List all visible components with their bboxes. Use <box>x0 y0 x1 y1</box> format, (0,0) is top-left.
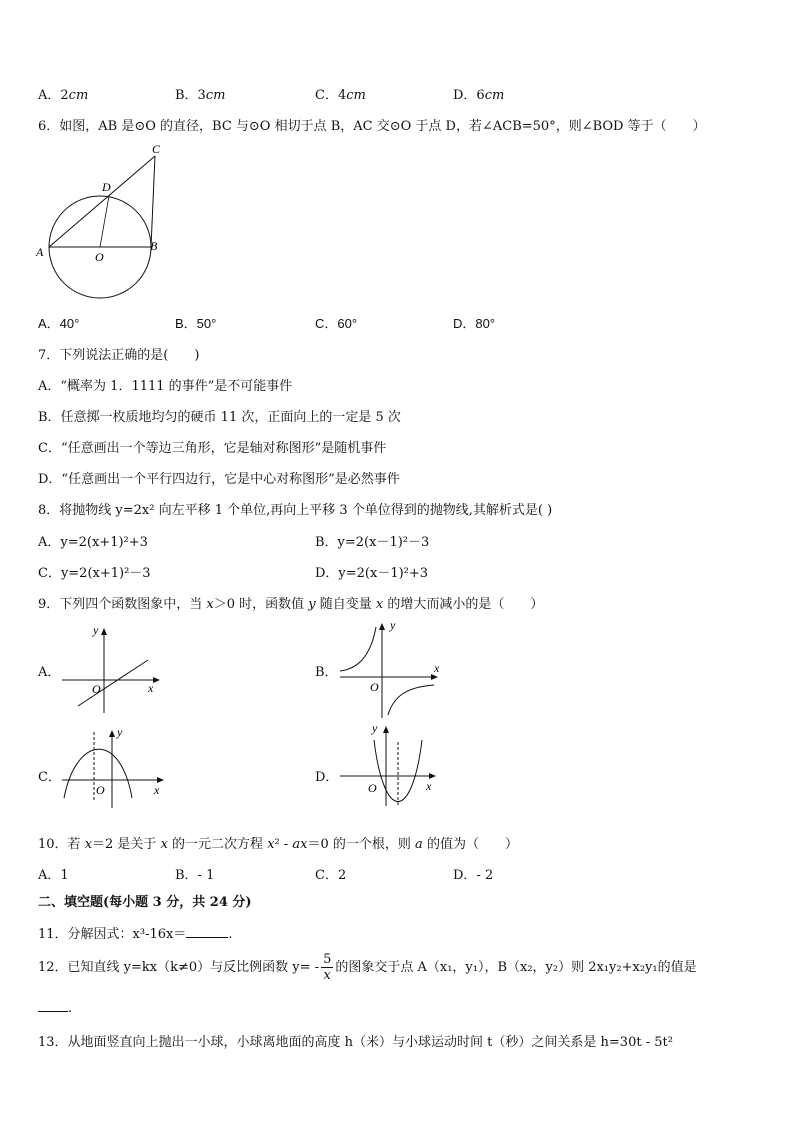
label-o: O <box>95 250 104 264</box>
q8-option-b: B．y=2(x－1)²－3 <box>315 535 430 550</box>
section-2-heading: 二、填空题(每小题 3 分，共 24 分) <box>38 895 252 910</box>
q6-stem: 6．如图，AB 是⊙O 的直径，BC 与⊙O 相切于点 B，AC 交⊙O 于点 D，若∠ACB=50°，则∠BOD 等于（ ） <box>38 119 706 134</box>
svg-text:O: O <box>368 781 377 795</box>
line-graph <box>78 660 148 706</box>
q10-option-b: B．- 1 <box>175 868 215 883</box>
q10-option-d: D．- 2 <box>453 868 494 883</box>
q6-figure <box>30 140 180 300</box>
q12-answer-blank <box>38 1000 68 1012</box>
q7-option-d: D．“任意画出一个平行四边行，它是中心对称图形”是必然事件 <box>38 472 400 487</box>
q5-option-b: B．3cm <box>175 88 226 103</box>
svg-text:y: y <box>372 721 378 735</box>
svg-text:O: O <box>96 783 105 797</box>
q5-option-d: D．6cm <box>453 88 505 103</box>
hyperbola-left <box>340 627 376 671</box>
q6-option-d: D．80° <box>453 316 496 331</box>
q8-option-a: A．y=2(x+1)²+3 <box>38 535 148 550</box>
q10-option-c: C．2 <box>315 868 347 883</box>
y-arrow <box>383 726 389 733</box>
hyperbola-right <box>388 685 434 715</box>
label-a: A <box>36 245 44 259</box>
q9-graph-d <box>338 718 448 810</box>
q7-option-a: A．“概率为 1．1111 的事件”是不可能事件 <box>38 379 293 394</box>
svg-text:x: x <box>154 783 160 797</box>
q7-option-b: B．任意掷一枚质地均匀的硬币 11 次，正面向上的一定是 5 次 <box>38 410 401 425</box>
q10-stem: 10．若 x＝2 是关于 x 的一元二次方程 x² - ax＝0 的一个根，则 a 的值为（ ） <box>38 837 518 852</box>
svg-text:x: x <box>434 661 440 675</box>
fraction-5-over-x: $\frac{5}{x}$ <box>323 952 332 983</box>
q7-stem: 7．下列说法正确的是( ) <box>38 348 200 363</box>
q7-option-c: C．“任意画出一个等边三角形，它是轴对称图形”是随机事件 <box>38 441 387 456</box>
q9-option-a: A． <box>38 665 61 680</box>
q8-option-c: C．y=2(x+1)²－3 <box>38 566 151 581</box>
q9-option-d: D． <box>315 770 339 785</box>
label-b: B <box>150 239 158 253</box>
q12-answer-line: . <box>38 1000 72 1016</box>
q9-option-b: B． <box>315 665 338 680</box>
q13-stem: 13．从地面竖直向上抛出一小球，小球离地面的高度 h（米）与小球运动时间 t（秒）之间关系是 h=30t - 5t² <box>38 1035 673 1050</box>
q9-option-c: C． <box>38 770 61 785</box>
q6-option-a: A．40° <box>38 316 80 331</box>
q9-graph-a <box>60 620 170 715</box>
line-ac <box>49 156 155 247</box>
q5-option-c: C．4cm <box>315 88 366 103</box>
q9-graph-b <box>338 615 448 720</box>
y-arrow <box>109 730 115 737</box>
svg-text:O: O <box>370 680 379 694</box>
q10-option-a: A．1 <box>38 868 69 883</box>
q9-graph-c <box>60 722 175 810</box>
y-arrow <box>379 623 385 630</box>
svg-text:O: O <box>92 682 101 696</box>
x-arrow <box>153 677 160 683</box>
q6-option-b: B．50° <box>175 316 217 331</box>
tangent-bc <box>151 156 155 247</box>
y-arrow <box>101 628 107 635</box>
svg-text:x: x <box>426 779 432 793</box>
q5-option-a: A．2cm <box>38 88 89 103</box>
label-d: D <box>102 180 111 194</box>
q6-option-c: C．60° <box>315 316 358 331</box>
q8-option-d: D．y=2(x－1)²+3 <box>315 566 429 581</box>
q8-stem: 8．将抛物线 y=2x² 向左平移 1 个单位,再向上平移 3 个单位得到的抛物线,其解析式是( ) <box>38 503 553 518</box>
q11-stem: 11．分解因式：x³-16x＝ . <box>38 927 233 942</box>
svg-text:y: y <box>93 623 99 637</box>
radius-od <box>100 196 109 247</box>
svg-text:y: y <box>390 618 396 632</box>
svg-text:x: x <box>148 681 154 695</box>
label-c: C <box>152 142 161 156</box>
svg-text:y: y <box>117 725 123 739</box>
q12-stem: 12．已知直线 y=kx（k≠0）与反比例函数 y= - $\frac{5}{x}$ 的图象交于点 A（x₁，y₁），B（x₂，y₂）则 2x₁y₂+x₂y₁的值是 <box>38 952 697 983</box>
q9-stem: 9．下列四个函数图象中，当 x＞0 时，函数值 y 随自变量 x 的增大而减小的是（ ） <box>38 597 544 612</box>
q11-answer-blank <box>186 926 228 938</box>
